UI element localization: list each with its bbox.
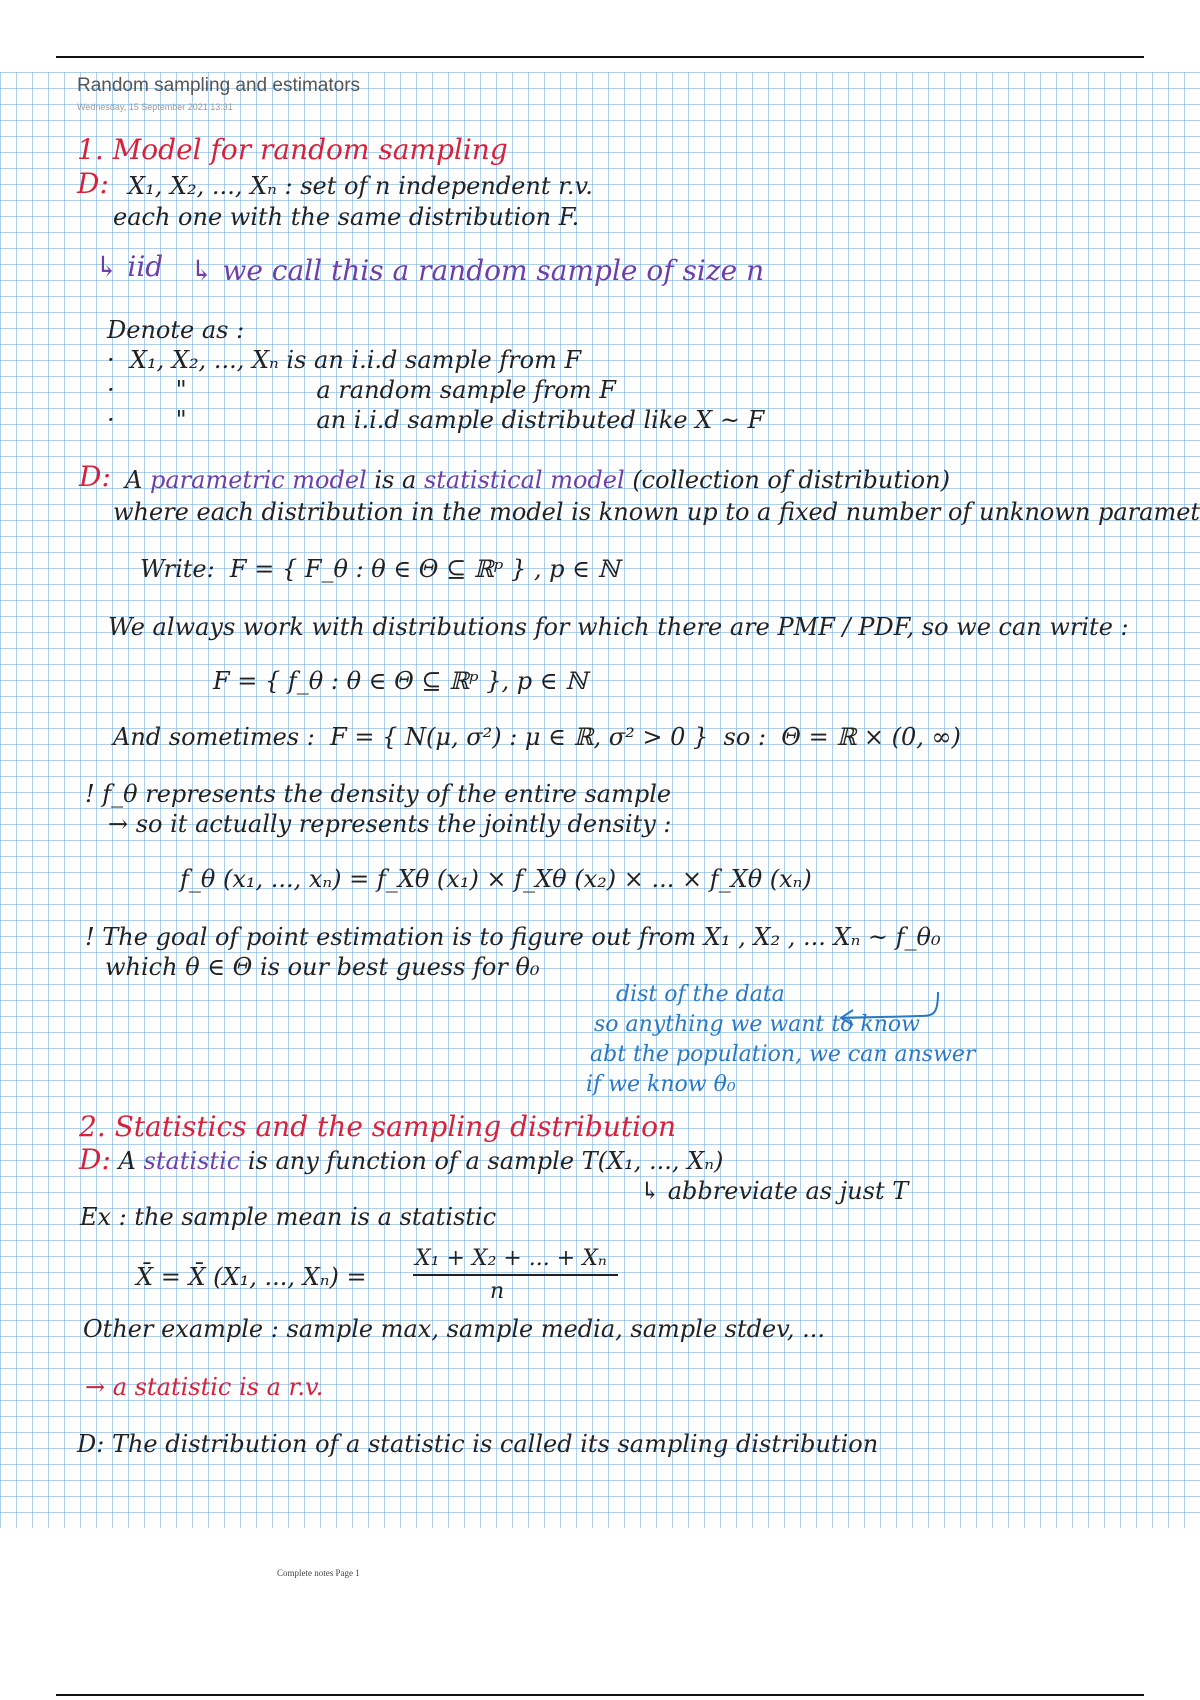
statistic-def-a: A xyxy=(118,1147,136,1175)
param-def-term-2: statistical model xyxy=(423,466,625,494)
param-def-a: A xyxy=(125,466,143,494)
param-line-2: where each distribution in the model is known up to a fixed number of unknown paramet xyxy=(113,498,1200,526)
param-def-line xyxy=(125,465,950,495)
denote-item: · " a random sample from F xyxy=(107,376,616,404)
density-line-1: ! f_θ represents the density of the entire sample xyxy=(85,780,672,808)
def-line-2: each one with the same distribution F. xyxy=(113,203,580,231)
pmf-line: We always work with distributions for which there are PMF / PDF, so we can write : xyxy=(108,613,1129,641)
statistic-def-term: statistic xyxy=(143,1147,241,1175)
goal-line-2: which θ ∈ Θ is our best guess for θ₀ xyxy=(105,953,540,981)
joint-density-formula: f_θ (x₁, ..., xₙ) = f_Xθ (x₁) × f_Xθ (x₂) × ... × f_Xθ (xₙ) xyxy=(180,865,812,893)
def-line-1: X₁, X₂, ..., Xₙ : set of n independent r.v. xyxy=(128,172,593,200)
section2-heading: 2. Statistics and the sampling distribution xyxy=(79,1110,676,1143)
rv-note: → a statistic is a r.v. xyxy=(85,1373,324,1401)
density-line-2: → so it actually represents the jointly density : xyxy=(108,810,672,838)
mean-formula-lhs: X̄ = X̄ (X₁, ..., Xₙ) = xyxy=(136,1263,367,1291)
mean-formula-denominator: n xyxy=(490,1279,505,1304)
param-def-e: (collection of distribution) xyxy=(632,466,950,494)
param-def-term: parametric model xyxy=(149,466,367,494)
abbrev-note: ↳ abbreviate as just T xyxy=(640,1177,909,1205)
statistic-def-line xyxy=(79,1145,723,1176)
param-def-c: is a xyxy=(374,466,417,494)
page-title: Random sampling and estimators xyxy=(77,75,361,96)
def-label: D: xyxy=(77,167,109,200)
notes-sheet xyxy=(0,72,1200,1528)
blue-note-line: dist of the data xyxy=(616,982,785,1007)
top-rule xyxy=(56,56,1144,58)
page-footer: Complete notes Page 1 xyxy=(277,1568,360,1578)
param-def-label-text: D: xyxy=(79,460,111,493)
statistic-def-c: is any function of a sample T(X₁, ..., Xₙ) xyxy=(247,1147,724,1175)
blue-note-line: so anything we want to know xyxy=(594,1012,920,1037)
other-examples: Other example : sample max, sample media, sample stdev, ... xyxy=(83,1315,826,1343)
fraction-bar xyxy=(413,1274,618,1276)
sometimes-line: And sometimes : F = { N(μ, σ²) : μ ∈ ℝ, σ² > 0 } so : Θ = ℝ × (0, ∞) xyxy=(113,723,961,751)
statistic-def-label: D: xyxy=(79,1143,111,1176)
blue-note-line: if we know θ₀ xyxy=(586,1072,736,1097)
example-line: Ex : the sample mean is a statistic xyxy=(80,1203,497,1231)
sampling-distribution-def: D: The distribution of a statistic is called its sampling distribution xyxy=(77,1430,879,1458)
denote-heading: Denote as : xyxy=(107,316,245,344)
goal-line-1: ! The goal of point estimation is to figure out from X₁ , X₂ , ... Xₙ ~ f_θ₀ xyxy=(85,923,941,951)
bottom-rule xyxy=(56,1694,1144,1696)
param-def-label xyxy=(79,462,111,492)
section1-heading: 1. Model for random sampling xyxy=(77,133,508,166)
mean-formula-numerator: X₁ + X₂ + ... + Xₙ xyxy=(415,1246,607,1271)
iid-note: ↳ iid xyxy=(95,250,164,283)
denote-item: · X₁, X₂, ..., Xₙ is an i.i.d sample from F xyxy=(107,346,582,374)
write-formula: Write: F = { F_θ : θ ∈ Θ ⊆ ℝᵖ } , p ∈ ℕ xyxy=(140,555,620,583)
denote-item: · " an i.i.d sample distributed like X ~ F xyxy=(107,406,765,434)
f-formula: F = { f_θ : θ ∈ Θ ⊆ ℝᵖ }, p ∈ ℕ xyxy=(213,667,588,695)
page-date: Wednesday, 15 September 2021 13:31 xyxy=(77,102,233,112)
blue-note-line: abt the population, we can answer xyxy=(590,1042,976,1067)
random-sample-note: ↳ we call this a random sample of size n xyxy=(190,254,765,287)
